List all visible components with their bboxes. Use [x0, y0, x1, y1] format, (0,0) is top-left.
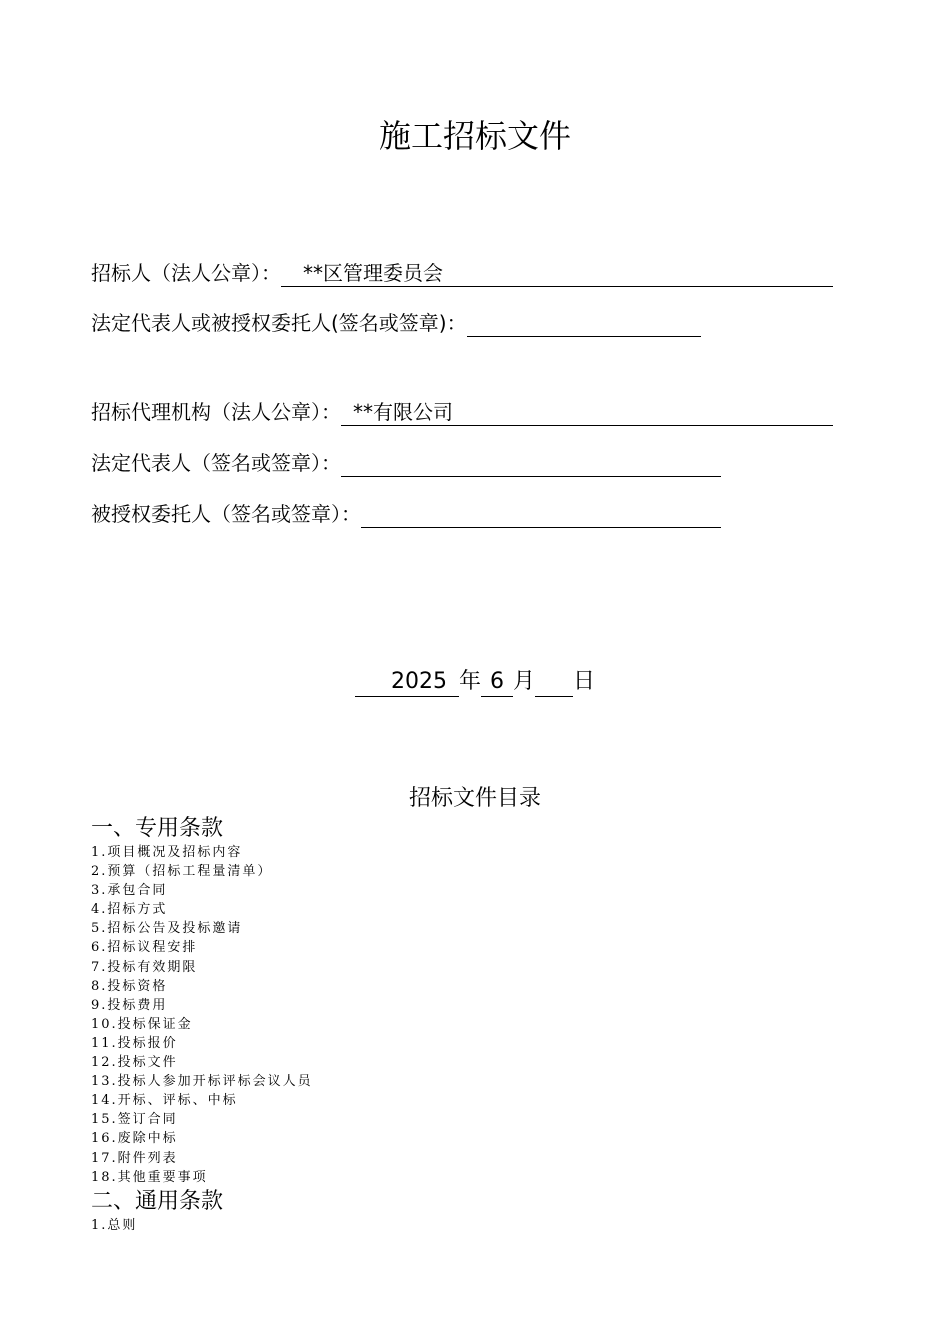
toc-item[interactable]: 9.投标费用: [91, 997, 168, 1013]
toc-item[interactable]: 12.投标文件: [91, 1055, 178, 1071]
date-day[interactable]: [535, 667, 573, 697]
toc-item[interactable]: 15.签订合同: [91, 1112, 178, 1128]
tenderer-value[interactable]: **区管理委员会: [281, 259, 833, 287]
agency-label: 招标代理机构（法人公章）：: [91, 400, 341, 424]
date-month[interactable]: 6: [481, 667, 513, 697]
tenderer-rep-signature-line[interactable]: [467, 309, 701, 337]
toc-list: [91, 843, 313, 1187]
toc-item[interactable]: 4.招标方式: [91, 902, 168, 918]
agency-field: [91, 398, 833, 426]
agency-authorized-rep-signature-line[interactable]: [361, 500, 721, 528]
toc-item[interactable]: 18.其他重要事项: [91, 1169, 208, 1185]
toc-item[interactable]: 1.项目概况及招标内容: [91, 845, 243, 860]
agency-authorized-rep-field: [91, 500, 721, 528]
toc-item[interactable]: 8.投标资格: [91, 978, 168, 994]
toc-item[interactable]: 11.投标报价: [91, 1035, 178, 1051]
toc-item[interactable]: 10.投标保证金: [91, 1016, 193, 1032]
document-title: 施工招标文件: [378, 117, 571, 155]
toc-section-heading: 二、通用条款: [91, 1189, 224, 1214]
toc-section-heading: 一、专用条款: [91, 816, 224, 841]
tenderer-label: 招标人（法人公章）：: [91, 261, 281, 285]
toc-item[interactable]: 16.废除中标: [91, 1131, 178, 1147]
date-year-unit: 年: [458, 669, 481, 694]
agency-authorized-rep-label: 被授权委托人（签名或签章）：: [91, 502, 361, 526]
date-year[interactable]: 2025: [355, 667, 459, 697]
document-date: [0, 667, 950, 697]
toc-title: 招标文件目录: [408, 786, 541, 811]
tenderer-rep-label: 法定代表人或被授权委托人(签名或签章)：: [91, 311, 467, 335]
toc-item[interactable]: 5.招标公告及投标邀请: [91, 921, 243, 937]
agency-legal-rep-field: [91, 449, 721, 477]
toc-item[interactable]: 7.投标有效期限: [91, 959, 198, 975]
date-day-unit: 日: [573, 669, 596, 694]
toc-item[interactable]: 13.投标人参加开标评标会议人员: [91, 1074, 313, 1090]
tenderer-field: [91, 259, 833, 287]
toc-item[interactable]: 3.承包合同: [91, 883, 168, 899]
agency-legal-rep-label: 法定代表人（签名或签章）：: [91, 451, 341, 475]
date-month-unit: 月: [512, 669, 535, 694]
toc-item[interactable]: 1.总则: [91, 1218, 138, 1233]
toc-item[interactable]: 14.开标、评标、中标: [91, 1093, 238, 1109]
tenderer-rep-field: [91, 309, 701, 337]
agency-value[interactable]: **有限公司: [341, 398, 833, 426]
toc-item[interactable]: 6.招标议程安排: [91, 940, 198, 956]
toc-item[interactable]: 17.附件列表: [91, 1150, 178, 1166]
agency-legal-rep-signature-line[interactable]: [341, 449, 721, 477]
toc-item[interactable]: 2.预算（招标工程量清单）: [91, 864, 273, 880]
toc-list: [91, 1216, 137, 1235]
